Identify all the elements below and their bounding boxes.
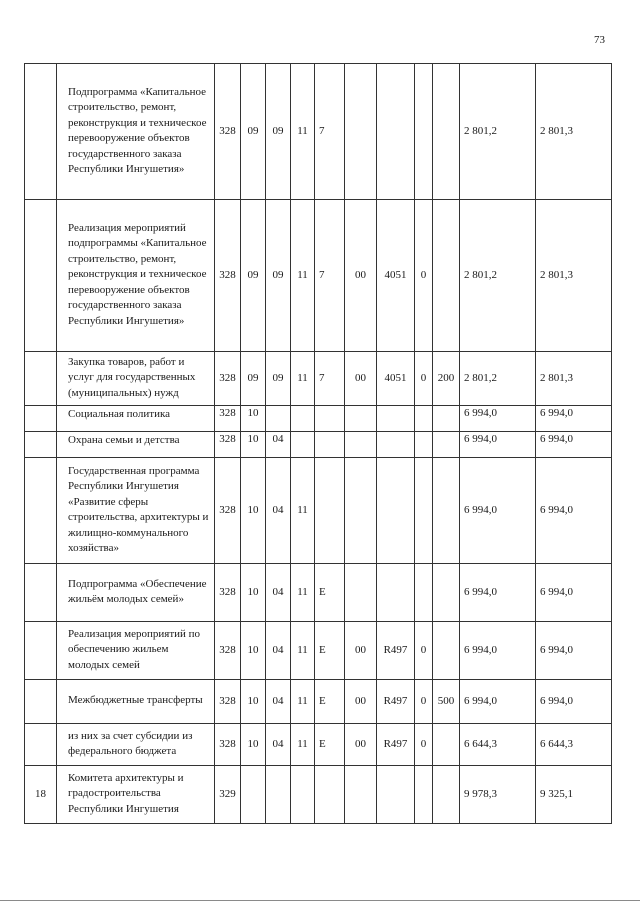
direction-code-cell: 4051 bbox=[377, 352, 415, 406]
section-code-cell: 10 bbox=[241, 724, 266, 766]
row-number-cell bbox=[25, 622, 57, 680]
expense-type-cell bbox=[433, 432, 460, 458]
table-row bbox=[25, 458, 612, 564]
amount-year1-cell: 2 801,2 bbox=[460, 200, 536, 352]
subsection-code-cell: 04 bbox=[266, 564, 291, 622]
row-name-cell: Закупка товаров, работ и услуг для государственных (муниципальных) нужд bbox=[57, 352, 215, 406]
program-code-cell: 11 bbox=[291, 680, 315, 724]
table-row bbox=[25, 352, 612, 406]
ved-code-cell: 328 bbox=[215, 622, 241, 680]
measure-code-cell bbox=[345, 64, 377, 200]
subsection-code-cell bbox=[266, 766, 291, 824]
section-code-cell: 10 bbox=[241, 432, 266, 458]
expense-type-cell bbox=[433, 622, 460, 680]
row-number-cell: 18 bbox=[25, 766, 57, 824]
subprogram-code-cell: 7 bbox=[315, 200, 345, 352]
extra-code-cell bbox=[415, 564, 433, 622]
expense-type-cell bbox=[433, 458, 460, 564]
row-number-cell bbox=[25, 64, 57, 200]
direction-code-cell: R497 bbox=[377, 680, 415, 724]
row-name-cell: Реализация мероприятий подпрограммы «Капитальное строительство, ремонт, реконструкция и техническое перевооружение объектов государственного заказа Республики Ингушетия» bbox=[57, 200, 215, 352]
expense-type-cell bbox=[433, 766, 460, 824]
expense-type-cell bbox=[433, 564, 460, 622]
program-code-cell: 11 bbox=[291, 458, 315, 564]
row-name-cell: Подпрограмма «Обеспечение жильём молодых семей» bbox=[57, 564, 215, 622]
amount-year2-cell: 6 994,0 bbox=[536, 432, 612, 458]
row-name-cell: из них за счет субсидии из федерального бюджета bbox=[57, 724, 215, 766]
table-row bbox=[25, 680, 612, 724]
extra-code-cell: 0 bbox=[415, 622, 433, 680]
section-code-cell bbox=[241, 766, 266, 824]
ved-code-cell: 328 bbox=[215, 564, 241, 622]
row-name-cell: Охрана семьи и детства bbox=[57, 432, 215, 458]
section-code-cell: 09 bbox=[241, 352, 266, 406]
ved-code-cell: 328 bbox=[215, 406, 241, 432]
table-row bbox=[25, 564, 612, 622]
subprogram-code-cell: Е bbox=[315, 724, 345, 766]
measure-code-cell bbox=[345, 564, 377, 622]
page-bottom-rule bbox=[0, 900, 640, 901]
row-name-cell: Реализация мероприятий по обеспечению жильем молодых семей bbox=[57, 622, 215, 680]
extra-code-cell bbox=[415, 458, 433, 564]
expense-type-cell: 200 bbox=[433, 352, 460, 406]
row-name-cell: Социальная политика bbox=[57, 406, 215, 432]
row-number-cell bbox=[25, 458, 57, 564]
amount-year1-cell: 9 978,3 bbox=[460, 766, 536, 824]
row-number-cell bbox=[25, 564, 57, 622]
amount-year2-cell: 2 801,3 bbox=[536, 352, 612, 406]
subsection-code-cell: 04 bbox=[266, 622, 291, 680]
section-code-cell: 09 bbox=[241, 200, 266, 352]
table-row bbox=[25, 406, 612, 432]
amount-year1-cell: 6 994,0 bbox=[460, 680, 536, 724]
table-row bbox=[25, 622, 612, 680]
expense-type-cell bbox=[433, 724, 460, 766]
row-number-cell bbox=[25, 724, 57, 766]
subprogram-code-cell: Е bbox=[315, 680, 345, 724]
amount-year1-cell: 6 644,3 bbox=[460, 724, 536, 766]
table-row bbox=[25, 766, 612, 824]
direction-code-cell: 4051 bbox=[377, 200, 415, 352]
subsection-code-cell: 04 bbox=[266, 680, 291, 724]
extra-code-cell: 0 bbox=[415, 724, 433, 766]
measure-code-cell bbox=[345, 406, 377, 432]
section-code-cell: 09 bbox=[241, 64, 266, 200]
program-code-cell: 11 bbox=[291, 352, 315, 406]
measure-code-cell bbox=[345, 432, 377, 458]
ved-code-cell: 329 bbox=[215, 766, 241, 824]
subsection-code-cell: 09 bbox=[266, 200, 291, 352]
program-code-cell: 11 bbox=[291, 200, 315, 352]
amount-year2-cell: 6 994,0 bbox=[536, 564, 612, 622]
subprogram-code-cell: Е bbox=[315, 564, 345, 622]
measure-code-cell: 00 bbox=[345, 200, 377, 352]
table-row bbox=[25, 64, 612, 200]
ved-code-cell: 328 bbox=[215, 200, 241, 352]
row-name-cell: Комитета архитектуры и градостроительства Республики Ингушетия bbox=[57, 766, 215, 824]
program-code-cell bbox=[291, 406, 315, 432]
measure-code-cell: 00 bbox=[345, 680, 377, 724]
row-number-cell bbox=[25, 432, 57, 458]
amount-year1-cell: 6 994,0 bbox=[460, 406, 536, 432]
section-code-cell: 10 bbox=[241, 564, 266, 622]
direction-code-cell bbox=[377, 432, 415, 458]
table-row bbox=[25, 200, 612, 352]
extra-code-cell bbox=[415, 432, 433, 458]
subprogram-code-cell: 7 bbox=[315, 64, 345, 200]
section-code-cell: 10 bbox=[241, 458, 266, 564]
amount-year1-cell: 6 994,0 bbox=[460, 622, 536, 680]
direction-code-cell bbox=[377, 64, 415, 200]
subsection-code-cell: 09 bbox=[266, 352, 291, 406]
subprogram-code-cell bbox=[315, 432, 345, 458]
program-code-cell bbox=[291, 766, 315, 824]
direction-code-cell bbox=[377, 564, 415, 622]
extra-code-cell bbox=[415, 766, 433, 824]
amount-year2-cell: 6 644,3 bbox=[536, 724, 612, 766]
subprogram-code-cell: Е bbox=[315, 622, 345, 680]
subsection-code-cell: 09 bbox=[266, 64, 291, 200]
section-code-cell: 10 bbox=[241, 406, 266, 432]
subprogram-code-cell: 7 bbox=[315, 352, 345, 406]
amount-year2-cell: 6 994,0 bbox=[536, 622, 612, 680]
amount-year1-cell: 6 994,0 bbox=[460, 564, 536, 622]
subsection-code-cell: 04 bbox=[266, 432, 291, 458]
expense-type-cell bbox=[433, 406, 460, 432]
subprogram-code-cell bbox=[315, 406, 345, 432]
ved-code-cell: 328 bbox=[215, 432, 241, 458]
amount-year2-cell: 2 801,3 bbox=[536, 200, 612, 352]
measure-code-cell: 00 bbox=[345, 352, 377, 406]
row-number-cell bbox=[25, 200, 57, 352]
measure-code-cell bbox=[345, 766, 377, 824]
direction-code-cell: R497 bbox=[377, 622, 415, 680]
expense-type-cell: 500 bbox=[433, 680, 460, 724]
program-code-cell: 11 bbox=[291, 724, 315, 766]
ved-code-cell: 328 bbox=[215, 352, 241, 406]
subsection-code-cell: 04 bbox=[266, 724, 291, 766]
direction-code-cell bbox=[377, 406, 415, 432]
program-code-cell: 11 bbox=[291, 64, 315, 200]
table-row bbox=[25, 432, 612, 458]
direction-code-cell bbox=[377, 766, 415, 824]
section-code-cell: 10 bbox=[241, 622, 266, 680]
amount-year1-cell: 6 994,0 bbox=[460, 458, 536, 564]
row-name-cell: Межбюджетные трансферты bbox=[57, 680, 215, 724]
row-number-cell bbox=[25, 352, 57, 406]
measure-code-cell bbox=[345, 458, 377, 564]
subprogram-code-cell bbox=[315, 766, 345, 824]
measure-code-cell: 00 bbox=[345, 622, 377, 680]
amount-year2-cell: 6 994,0 bbox=[536, 406, 612, 432]
amount-year1-cell: 6 994,0 bbox=[460, 432, 536, 458]
expense-type-cell bbox=[433, 64, 460, 200]
extra-code-cell bbox=[415, 406, 433, 432]
amount-year2-cell: 6 994,0 bbox=[536, 458, 612, 564]
extra-code-cell bbox=[415, 64, 433, 200]
expense-type-cell bbox=[433, 200, 460, 352]
ved-code-cell: 328 bbox=[215, 64, 241, 200]
page-number: 73 bbox=[594, 34, 605, 46]
amount-year1-cell: 2 801,2 bbox=[460, 64, 536, 200]
amount-year2-cell: 9 325,1 bbox=[536, 766, 612, 824]
table-row bbox=[25, 724, 612, 766]
subsection-code-cell bbox=[266, 406, 291, 432]
row-name-cell: Подпрограмма «Капитальное строительство, ремонт, реконструкция и техническое перевооружение объектов государственного заказа Республики Ингушетия» bbox=[57, 64, 215, 200]
extra-code-cell: 0 bbox=[415, 200, 433, 352]
budget-table bbox=[24, 63, 612, 824]
amount-year1-cell: 2 801,2 bbox=[460, 352, 536, 406]
direction-code-cell bbox=[377, 458, 415, 564]
row-number-cell bbox=[25, 406, 57, 432]
section-code-cell: 10 bbox=[241, 680, 266, 724]
amount-year2-cell: 6 994,0 bbox=[536, 680, 612, 724]
program-code-cell: 11 bbox=[291, 622, 315, 680]
measure-code-cell: 00 bbox=[345, 724, 377, 766]
extra-code-cell: 0 bbox=[415, 680, 433, 724]
program-code-cell bbox=[291, 432, 315, 458]
program-code-cell: 11 bbox=[291, 564, 315, 622]
ved-code-cell: 328 bbox=[215, 680, 241, 724]
ved-code-cell: 328 bbox=[215, 458, 241, 564]
row-name-cell: Государственная программа Республики Ингушетия «Развитие сферы строительства, архитектуры и жилищно-коммунального хозяйства» bbox=[57, 458, 215, 564]
subsection-code-cell: 04 bbox=[266, 458, 291, 564]
extra-code-cell: 0 bbox=[415, 352, 433, 406]
row-number-cell bbox=[25, 680, 57, 724]
subprogram-code-cell bbox=[315, 458, 345, 564]
direction-code-cell: R497 bbox=[377, 724, 415, 766]
ved-code-cell: 328 bbox=[215, 724, 241, 766]
amount-year2-cell: 2 801,3 bbox=[536, 64, 612, 200]
